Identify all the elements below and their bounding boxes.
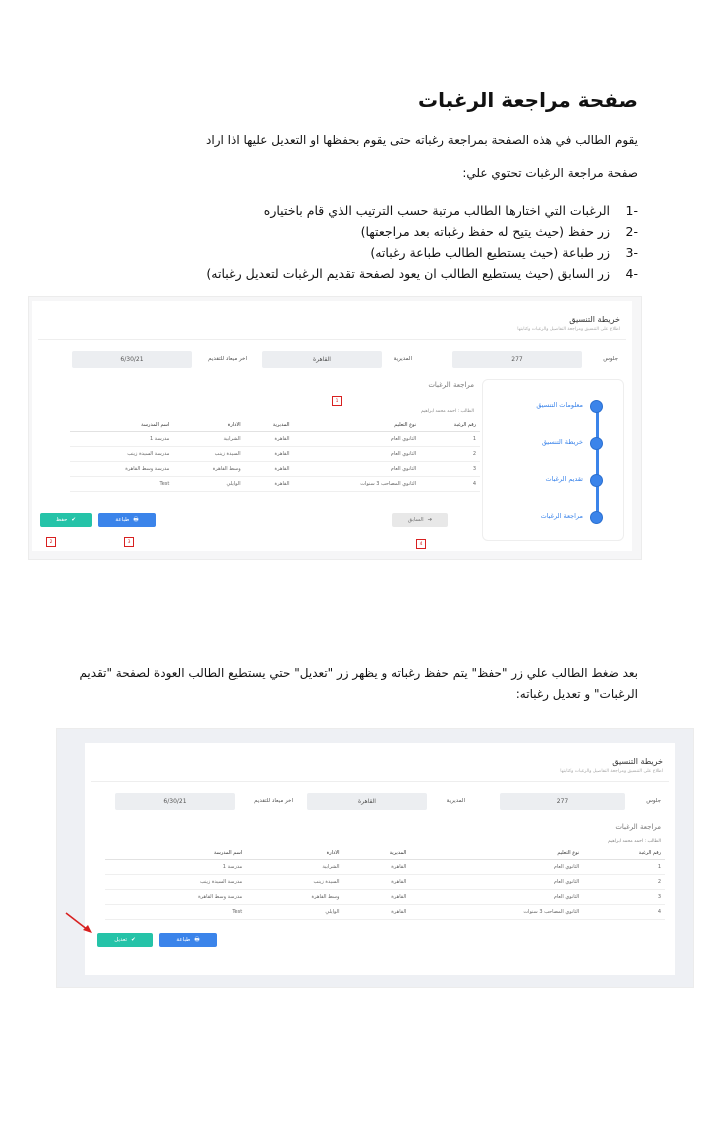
col-header: الادارة — [246, 847, 343, 860]
col-header: الادارة — [173, 419, 244, 432]
table-row: 4 الثانوي المصاحب 3 سنوات القاهرة الوايلي Test — [105, 905, 665, 920]
check-icon: ✔ — [131, 937, 136, 943]
wishes-table — [105, 847, 665, 920]
red-arrow-icon — [62, 910, 96, 936]
col-header: اسم المدرسة — [105, 847, 246, 860]
edit-button[interactable]: تعديل ✔ — [97, 933, 153, 947]
intro-paragraph: يقوم الطالب في هذه الصفحة بمراجعة رغباته حتى يقوم بحفظها او التعديل عليها اذا اراد — [206, 133, 638, 147]
seat-value: 277 — [452, 351, 582, 368]
save-button[interactable]: حفظ ✔ — [40, 513, 92, 527]
step-item: -2زر حفظ (حيث يتيح له حفظ رغباته بعد مراجعتها) — [360, 224, 638, 239]
directorate-label: المديرية — [446, 798, 465, 804]
col-header: رقم الرغبة — [583, 847, 665, 860]
screen-card — [32, 301, 632, 551]
deadline-label: اخر ميعاد للتقديم — [254, 798, 293, 804]
col-header: المديرية — [245, 419, 294, 432]
step-dot — [590, 437, 603, 450]
deadline-value: 6/30/21 — [115, 793, 235, 810]
stepper-line — [596, 404, 599, 520]
table-header — [70, 419, 480, 432]
info-row — [95, 793, 665, 811]
directorate-value: القاهرة — [262, 351, 382, 368]
after-save-screenshot — [56, 728, 694, 988]
marker-2: 2 — [46, 537, 56, 547]
step-label[interactable]: خريطة التنسيق — [541, 438, 583, 446]
step-dot — [590, 474, 603, 487]
table-row: 2 الثانوي العام القاهرة السيدة زينب مدرسة السيدة زينب — [70, 447, 480, 462]
step-item: -4زر السابق (حيث يستطيع الطالب ان يعود لصفحة تقديم الرغبات لتعديل رغباته) — [206, 266, 638, 281]
col-header: نوع التعليم — [410, 847, 583, 860]
arrow-right-icon: ➔ — [427, 517, 433, 523]
after-save-paragraph: بعد ضغط الطالب علي زر "حفظ" يتم حفظ رغباته و يظهر زر "تعديل" حتي يستطيع الطالب العودة لصفحة "تقديم الرغبات" و تعديل رغباته: — [79, 666, 638, 701]
deadline-value: 6/30/21 — [72, 351, 192, 368]
col-header: نوع التعليم — [294, 419, 421, 432]
deadline-label: اخر ميعاد للتقديم — [208, 356, 247, 362]
divider — [91, 781, 669, 782]
printer-icon: 🖶 — [194, 936, 200, 943]
screen-title: خريطة التنسيق — [612, 757, 663, 766]
print-button[interactable]: طباعة 🖶 — [159, 933, 217, 947]
student-name: الطالب : احمد محمد ابراهيم — [608, 839, 661, 844]
step-dot — [590, 511, 603, 524]
table-row: 2 الثانوي العام القاهرة السيدة زينب مدرسة السيدة زينب — [105, 875, 665, 890]
screen-subtitle: اطلاع على التنسيق ومراجعة التفاصيل والرغبات وكتابتها — [560, 769, 663, 774]
col-header: رقم الرغبة — [420, 419, 480, 432]
step-item: -1الرغبات التي اختارها الطالب مرتبة حسب الترتيب الذي قام باختياره — [263, 203, 638, 218]
screen-card — [85, 743, 675, 975]
marker-1: 1 — [332, 396, 342, 406]
wizard-stepper — [482, 379, 624, 541]
col-header: المديرية — [343, 847, 410, 860]
section-title: مراجعة الرغبات — [615, 823, 661, 831]
divider — [38, 339, 626, 340]
directorate-value: القاهرة — [307, 793, 427, 810]
seat-label: جلوس — [646, 798, 661, 804]
table-row: 1 الثانوي العام القاهرة الشرابية مدرسة 1 — [70, 432, 480, 447]
table-row: 3 الثانوي العام القاهرة وسط القاهرة مدرسة وسط القاهرة — [105, 890, 665, 905]
printer-icon: 🖶 — [133, 516, 139, 523]
check-icon: ✔ — [71, 517, 76, 523]
marker-3: 3 — [124, 537, 134, 547]
col-header: اسم المدرسة — [70, 419, 173, 432]
seat-value: 277 — [500, 793, 625, 810]
step-label[interactable]: مراجعة الرغبات — [540, 512, 583, 520]
previous-button[interactable]: السابق ➔ — [392, 513, 448, 527]
steps-list — [206, 200, 638, 284]
directorate-label: المديرية — [393, 356, 412, 362]
table-row: 1 الثانوي العام القاهرة الشرابية مدرسة 1 — [105, 860, 665, 875]
document-title: صفحة مراجعة الرغبات — [418, 88, 638, 112]
screen-title: خريطة التنسيق — [569, 315, 620, 324]
review-screenshot — [28, 296, 642, 560]
screen-subtitle: اطلاع على التنسيق ومراجعة التفاصيل والرغبات وكتابتها — [517, 327, 620, 332]
step-item: -3زر طباعة (حيث يستطيع الطالب طباعة رغباته) — [370, 245, 638, 260]
print-button[interactable]: طباعة 🖶 — [98, 513, 156, 527]
wishes-table — [70, 419, 480, 492]
step-dot — [590, 400, 603, 413]
section-title: مراجعة الرغبات — [428, 381, 474, 389]
marker-4: 4 — [416, 539, 426, 549]
student-name: الطالب : احمد محمد ابراهيم — [421, 409, 474, 414]
seat-label: جلوس — [603, 356, 618, 362]
info-row — [42, 351, 622, 369]
table-row: 4 الثانوي المصاحب 3 سنوات القاهرة الوايلي Test — [70, 477, 480, 492]
step-label[interactable]: تقديم الرغبات — [545, 475, 583, 483]
table-header — [105, 847, 665, 860]
step-label[interactable]: معلومات التنسيق — [536, 401, 583, 409]
contains-label: صفحة مراجعة الرغبات تحتوي علي: — [462, 166, 638, 180]
table-row: 3 الثانوي العام القاهرة وسط القاهرة مدرسة وسط القاهرة — [70, 462, 480, 477]
